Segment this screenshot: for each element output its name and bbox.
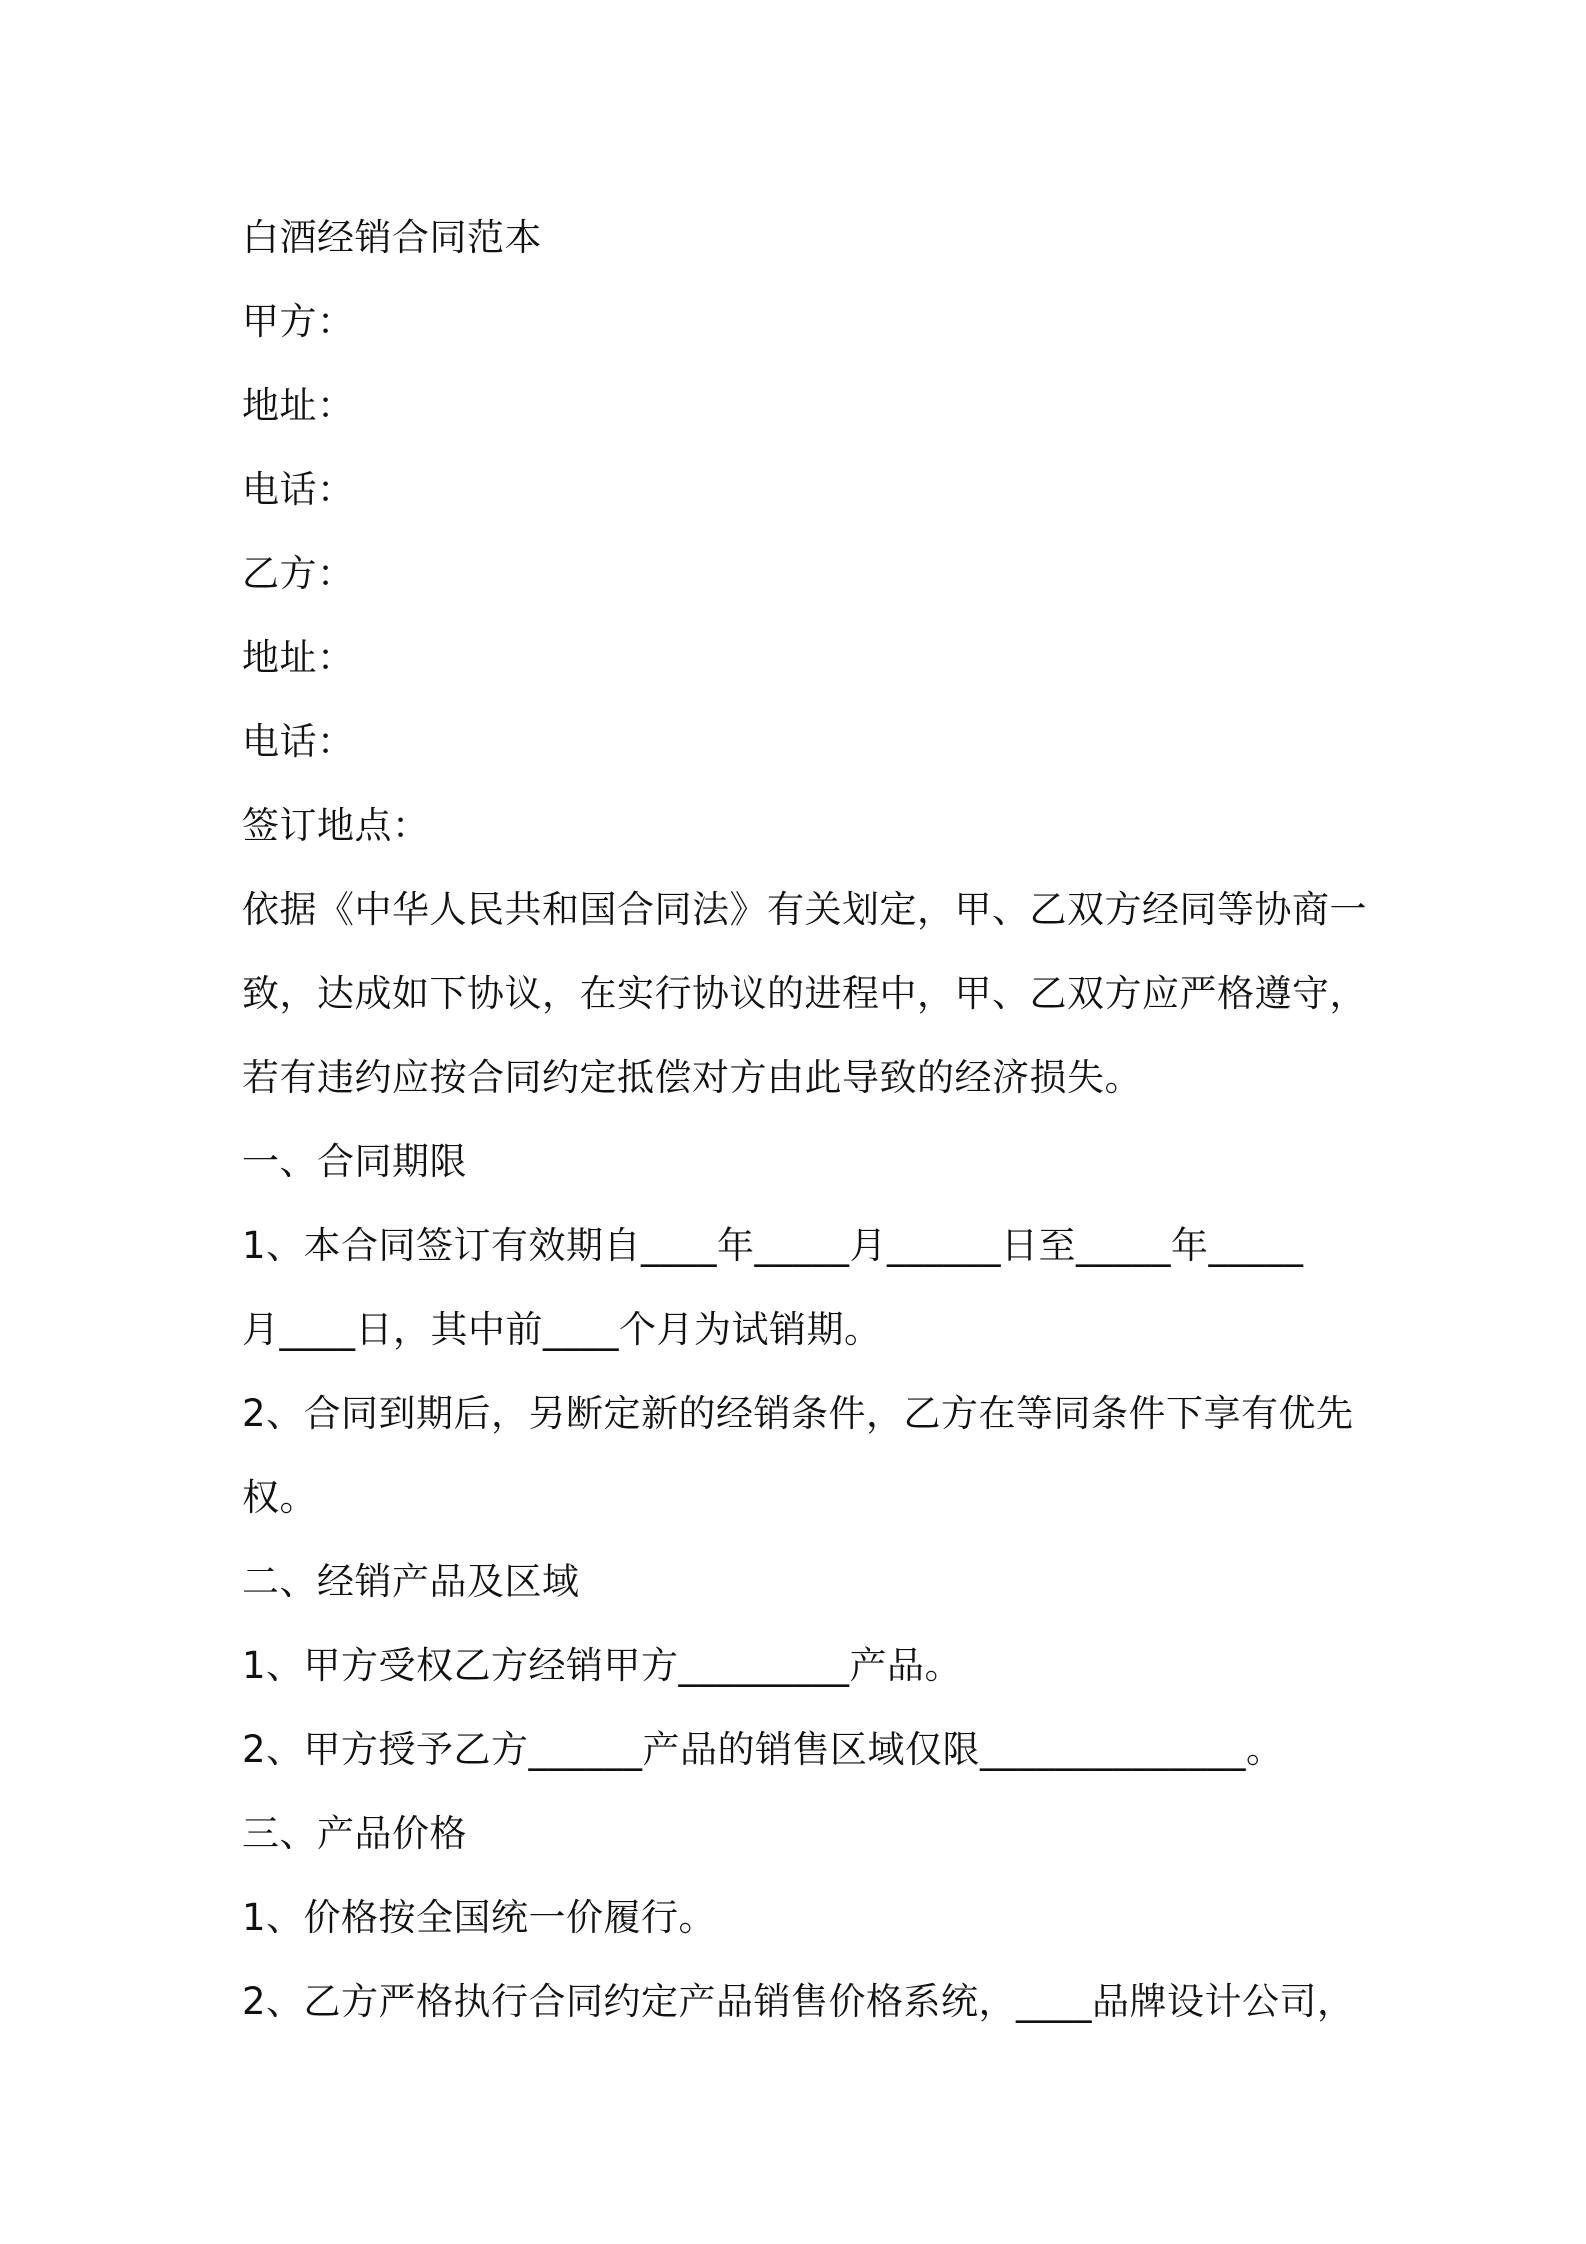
party-b-label: 乙方：	[242, 552, 355, 595]
party-a-phone: 电话：	[242, 468, 355, 511]
party-b-phone: 电话：	[242, 720, 355, 763]
clause-products-1: 1、甲方受权乙方经销甲方_________产品。	[242, 1644, 963, 1687]
document-body	[242, 196, 1367, 2044]
party-a-label: 甲方：	[242, 300, 355, 343]
signing-place: 签订地点：	[242, 804, 430, 847]
clause-term-2-cont: 权。	[242, 1476, 317, 1519]
section-heading-price: 三、产品价格	[242, 1812, 467, 1855]
clause-term-1: 1、本合同签订有效期自____年_____月______日至_____年_____	[242, 1224, 1304, 1267]
preamble-line: 致，达成如下协议，在实行协议的进程中，甲、乙双方应严格遵守，	[242, 972, 1367, 1015]
party-b-address: 地址：	[242, 636, 355, 679]
clause-term-1-cont: 月____日，其中前____个月为试销期。	[242, 1308, 882, 1351]
clause-price-2: 2、乙方严格执行合同约定产品销售价格系统，____品牌设计公司，	[242, 1980, 1355, 2023]
document-title: 白酒经销合同范本	[242, 216, 542, 259]
clause-price-1: 1、价格按全国统一价履行。	[242, 1896, 717, 1939]
party-a-address: 地址：	[242, 384, 355, 427]
preamble-line: 若有违约应按合同约定抵偿对方由此导致的经济损失。	[242, 1056, 1142, 1099]
section-heading-term: 一、合同期限	[242, 1140, 467, 1183]
clause-products-2: 2、甲方授予乙方______产品的销售区域仅限______________。	[242, 1728, 1284, 1771]
section-heading-products: 二、经销产品及区域	[242, 1560, 580, 1603]
preamble-line: 依据《中华人民共和国合同法》有关划定，甲、乙双方经同等协商一	[242, 888, 1367, 931]
clause-term-2: 2、合同到期后，另断定新的经销条件，乙方在等同条件下享有优先	[242, 1392, 1354, 1435]
